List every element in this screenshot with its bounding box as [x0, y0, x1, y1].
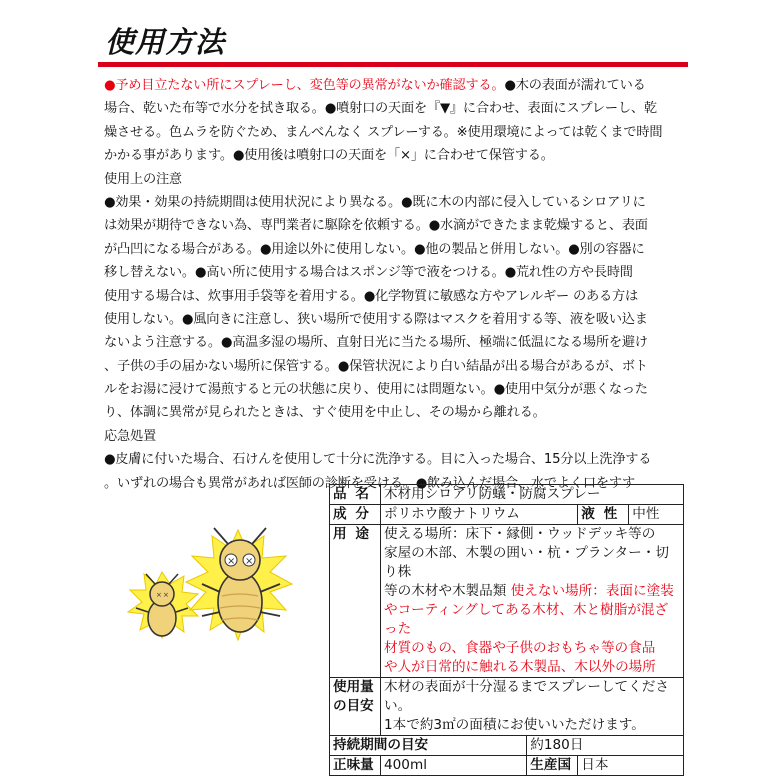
- usage-line-1: [104, 74, 684, 97]
- spec-row-amount: [330, 678, 684, 736]
- page-title: 使用方法: [105, 25, 226, 59]
- amount-label-line: の目安: [333, 698, 374, 714]
- use-line-red: やコーティングしてある木材、木と樹脂が混ざった: [384, 602, 669, 637]
- pretest-instruction: ●予め目立たない所にスプレーし、変色等の異常がないか確認する。: [104, 78, 505, 93]
- svg-text:×: ×: [245, 556, 254, 567]
- spec-value-use: [381, 525, 684, 678]
- amount-line: 1本で約3㎡の面積にお使いいただけます。: [384, 717, 645, 733]
- use-line-black: 等の木材や木製品類: [384, 583, 507, 599]
- caution-line: 使用する場合は、炊事用手袋等を着用する。●化学物質に敏感な方やアレルギー のある方は: [104, 288, 638, 304]
- spec-label-ingredient: 成 分: [330, 505, 381, 525]
- spec-value-net: 400ml: [381, 756, 527, 776]
- spec-row-duration: [330, 736, 684, 756]
- spec-row-product: [330, 485, 684, 505]
- spec-label-amount: [330, 678, 381, 736]
- usage-text-segment: ●木の表面が濡れている: [504, 78, 646, 93]
- spec-label-product: 品 名: [330, 485, 381, 505]
- caution-line: が凸凹になる場合がある。●用途以外に使用しない。●他の製品と併用しない。●別の容器に: [104, 241, 645, 257]
- svg-text:×: ×: [163, 591, 169, 599]
- use-line: [384, 582, 680, 601]
- spec-value-liquid: 中性: [629, 505, 684, 525]
- spec-value-product: 木材用シロアリ防蟻・防腐スプレー: [381, 485, 684, 505]
- termite-illustration: [110, 500, 325, 650]
- caution-line: 移し替えない。●高い所に使用する場合はスポンジ等で液をつける。●荒れ性の方や長時間: [104, 265, 633, 281]
- use-line: 家屋の木部、木製の囲い・杭・プランター・切り株: [384, 545, 669, 580]
- not-usable-heading: 使えない場所：表面に塗装: [510, 583, 674, 599]
- use-line: 使える場所：床下・縁側・ウッドデッキ等の: [384, 526, 656, 542]
- product-spec-table: [329, 484, 684, 776]
- caution-line: ルをお湯に浸けて湯煎すると元の状態に戻り、使用には問題ない。●使用中気分が悪くなった: [104, 382, 648, 398]
- spec-row-ingredient: [330, 505, 684, 525]
- usage-line-3: 燥させる。色ムラを防ぐため、まんべんなく スプレーする。※使用環境によっては乾くまで時間: [104, 124, 663, 140]
- spec-label-origin: 生産国: [527, 756, 578, 776]
- spec-row-use: [330, 525, 684, 678]
- spec-label-net: 正味量: [330, 756, 381, 776]
- spec-label-use: 用 途: [330, 525, 381, 678]
- first-aid-line: 。いずれの場合も異常があれば医師の診断を受ける。●飲み込んだ場合、水でよく口をすす: [104, 475, 635, 491]
- caution-line: 、子供の手の届かない場所に保管する。●保管状況により白い結晶が出る場合があるが、ボト: [104, 358, 648, 374]
- caution-line: ないよう注意する。●高温多湿の場所、直射日光に当たる場所、極端に低温になる場所を避け: [104, 335, 648, 351]
- spec-value-amount: [381, 678, 684, 736]
- spec-value-origin: 日本: [578, 756, 684, 776]
- caution-line: は効果が期待できない為、専門業者に駆除を依頼する。●水滴ができたまま乾燥すると、表面: [104, 218, 648, 234]
- spec-label-duration: 持続期間の目安: [330, 736, 527, 756]
- caution-line: 使用しない。●風向きに注意し、狭い場所で使用する際はマスクを着用する等、液を吸い込ま: [104, 311, 648, 327]
- use-line-red: や人が日常的に触れる木製品、木以外の場所: [384, 659, 656, 675]
- first-aid-line: ●皮膚に付いた場合、石けんを使用して十分に洗浄する。目に入った場合、15分以上洗浄する: [104, 452, 652, 468]
- spec-value-duration: 約180日: [527, 736, 684, 756]
- amount-label-line: 使用量: [333, 679, 374, 695]
- svg-text:×: ×: [156, 591, 162, 599]
- svg-text:×: ×: [227, 556, 236, 567]
- title-divider: [98, 62, 688, 67]
- usage-line-2: 場合、乾いた布等で水分を拭き取る。●噴射口の天面を『▼』に合わせ、表面にスプレーし、乾: [104, 101, 657, 117]
- use-line-red: 材質のもの、食器や子供のおもちゃ等の食品: [384, 640, 656, 656]
- caution-line: り、体調に異常が見られたときは、すぐ使用を中止し、その場から離れる。: [104, 405, 546, 421]
- usage-text: [104, 74, 684, 495]
- spec-row-net: [330, 756, 684, 776]
- amount-line: 木材の表面が十分湿るまでスプレーしてください。: [384, 679, 669, 714]
- spec-value-ingredient: ポリホウ酸ナトリウム: [381, 505, 578, 525]
- spec-label-liquid: 液 性: [578, 505, 629, 525]
- usage-line-4: かかる事があります。●使用後は噴射口の天面を「×」に合わせて保管する。: [104, 148, 554, 164]
- caution-heading: 使用上の注意: [104, 171, 182, 187]
- caution-line: ●効果・効果の持続期間は使用状況により異なる。●既に木の内部に侵入しているシロアリに: [104, 194, 646, 210]
- first-aid-heading: 応急処置: [104, 428, 156, 444]
